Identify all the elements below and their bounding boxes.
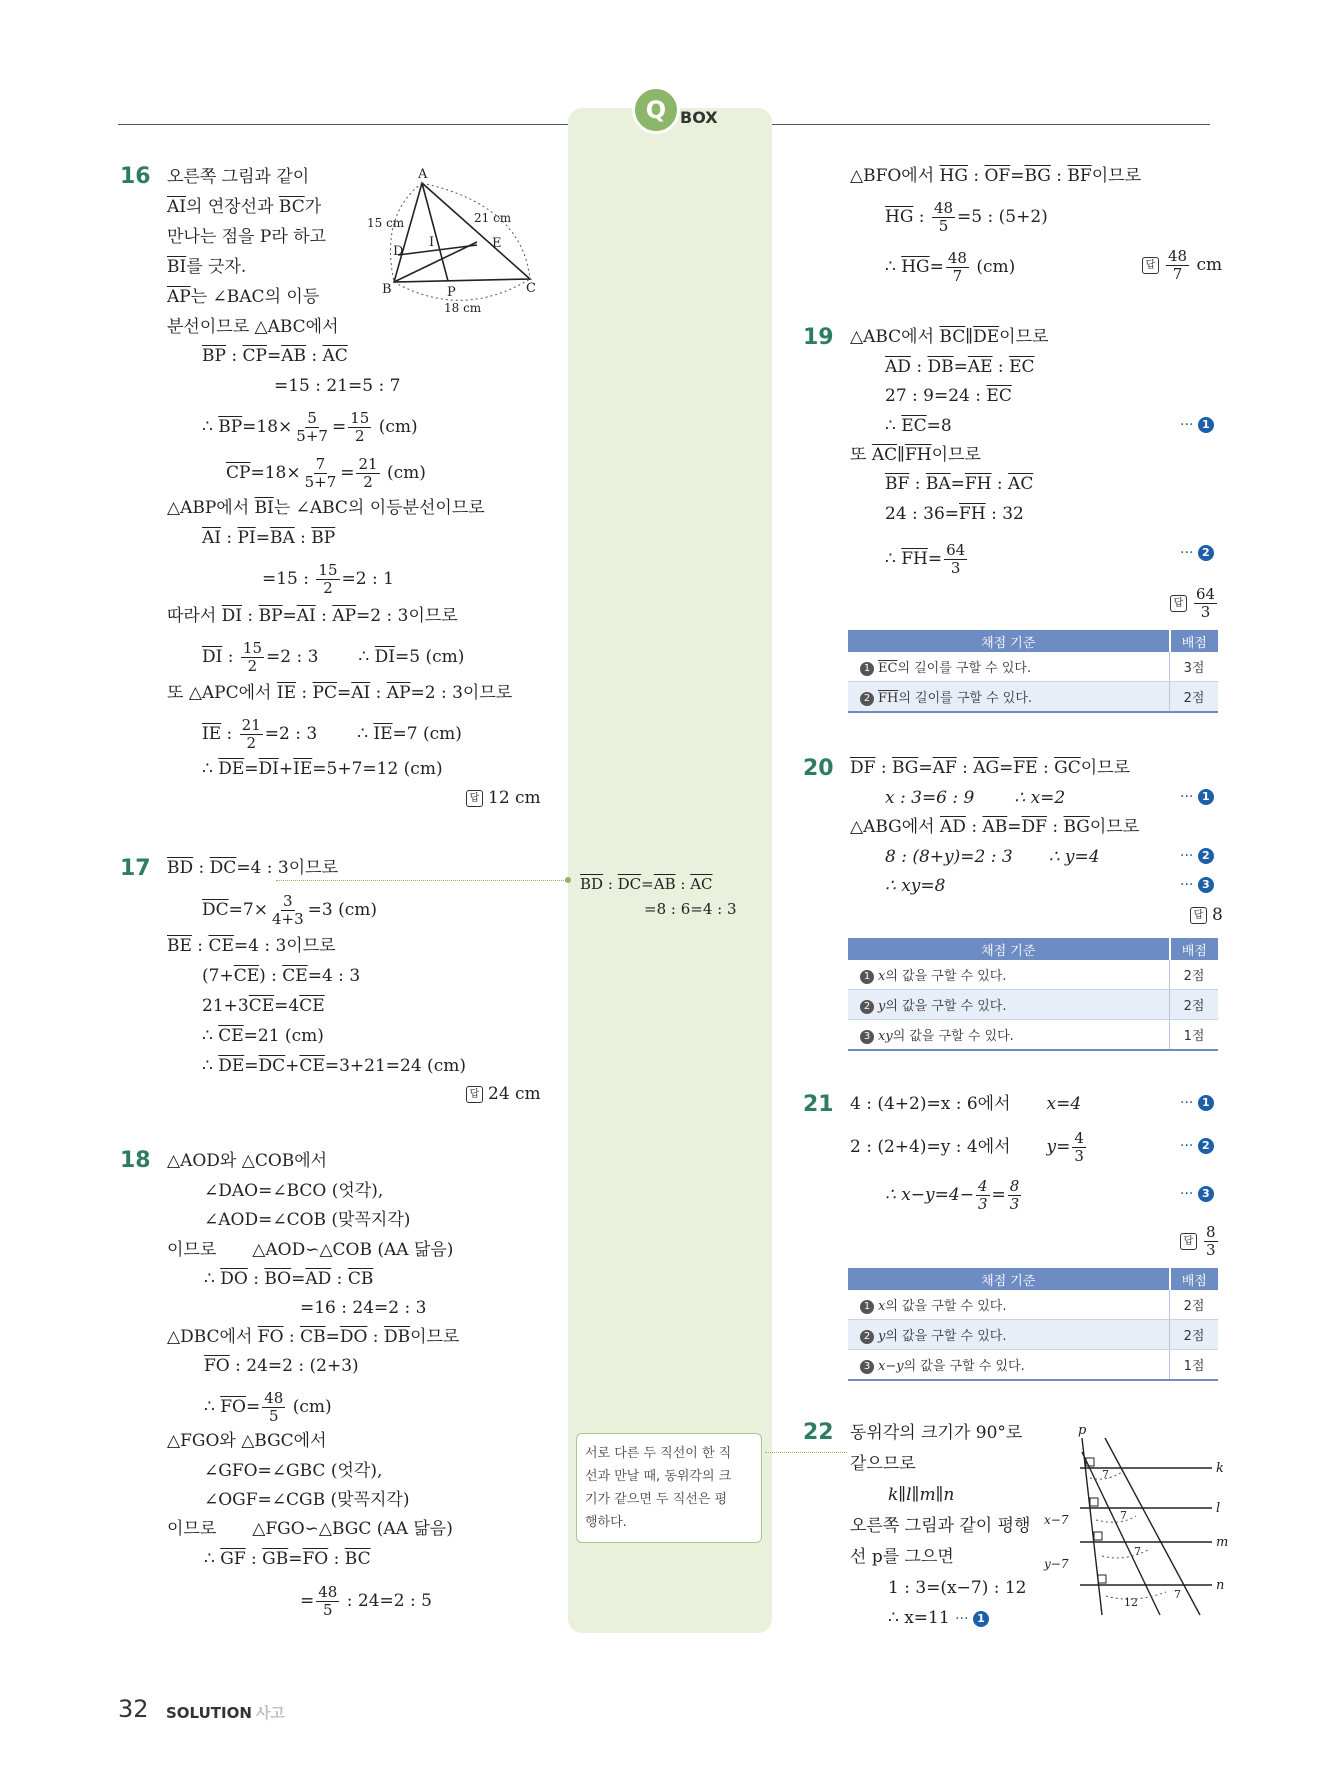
qbox-label: BOX <box>680 108 718 127</box>
triangle-figure <box>362 165 542 315</box>
text-line: $\overline{DI}$ : $\frac{15}{2}$ =2 : 3 ∴ $\overline{DI}=5$ (cm) <box>202 639 465 675</box>
table-row: 1 x의 값을 구할 수 있다. 2점 <box>848 960 1218 990</box>
text-line: $\overline{AD}$ : $\overline{DB}=\overline{AE}$ : $\overline{EC}$ <box>885 357 1035 377</box>
table-row: 1 $\overline{EC}$의 길이를 구할 수 있다. 3점 <box>848 652 1218 682</box>
vertex-label: P <box>447 285 456 300</box>
text-line: ∴ $\overline{HG}=$ $\frac{48}{7}$ (cm) <box>885 249 1016 285</box>
answer: 답 24 cm <box>466 1084 541 1104</box>
text-line: ∴ $\overline{FO}=$ $\frac{48}{5}$ (cm) <box>204 1389 332 1425</box>
qbox-column <box>568 108 772 1633</box>
answer-icon: 답 <box>1190 907 1207 924</box>
text-line: $\overline{BF}$ : $\overline{BA}=\overline{FH}$ : $\overline{AC}$ <box>885 474 1034 494</box>
vertex-label: E <box>492 236 502 251</box>
qbox-badge: Q <box>632 86 680 134</box>
table-header: 채점 기준 <box>848 1268 1170 1290</box>
answer-icon: 답 <box>1170 595 1187 612</box>
text-line: 따라서 $\overline{DI}$ : $\overline{BP}=\overline{AI}$ : $\overline{AP}=2$ : 3이므로 <box>167 606 458 626</box>
table-header: 배점 <box>1170 1268 1219 1290</box>
vertex-label: D <box>393 244 404 259</box>
text-line: 2 : (2+4)=y : 4에서 y= $\frac{4}{3}$ <box>850 1129 1084 1165</box>
step-marker: ··· 3 <box>1180 877 1214 893</box>
vertex-label: C <box>526 281 536 296</box>
problem-number: 21 <box>803 1092 834 1117</box>
segment-label: 7 <box>1174 1588 1181 1601</box>
segment-label: y−7 <box>1044 1557 1069 1571</box>
text-line: 같으므로 <box>850 1454 916 1474</box>
text-line: ∴ $\overline{BP}=18\times$ $\frac{5}{5+7}$ = $\frac{15}{2}$ (cm) <box>202 409 418 445</box>
step-marker: ··· 2 <box>1180 1138 1214 1154</box>
connector-line <box>765 1452 847 1453</box>
text-line: $\overline{AI}$ : $\overline{PI}=\overline{BA}$ : $\overline{BP}$ <box>202 528 336 548</box>
text-line: 24 : $36=\overline{FH}$ : 32 <box>885 504 1024 524</box>
table-header: 배점 <box>1170 938 1219 960</box>
problem-number: 16 <box>120 164 151 189</box>
step-marker: ··· 2 <box>1180 545 1214 561</box>
text-line: 이므로 △FGO∽△BGC (AA 닮음) <box>167 1519 453 1539</box>
step-marker: ··· 3 <box>1180 1186 1214 1202</box>
table-row: 2 y의 값을 구할 수 있다. 2점 <box>848 990 1218 1020</box>
text-line: $\overline{BP}$ : $\overline{CP}=\overline{AB}$ : $\overline{AC}$ <box>202 346 348 366</box>
text-line: △AOD와 △COB에서 <box>167 1151 328 1171</box>
text-line: k∥l∥m∥n <box>888 1485 955 1505</box>
text-line: △DBC에서 $\overline{FO}$ : $\overline{CB}=\overline{DO}$ : $\overline{DB}$이므로 <box>167 1327 460 1347</box>
line-label: k <box>1216 1461 1224 1476</box>
text-line: ∠DAO=∠BCO (엇각), <box>204 1181 384 1201</box>
text-line: $\overline{IE}$ : $\frac{21}{2}$ =2 : 3 ∴ $\overline{IE}=7$ (cm) <box>202 716 462 752</box>
text-line: 오른쪽 그림과 같이 평행 <box>850 1516 1031 1536</box>
note-line: 행하다. <box>585 1515 627 1530</box>
text-line: 분선이므로 △ABC에서 <box>167 317 339 337</box>
note-line: 선과 만날 때, 동위각의 크 <box>585 1469 732 1484</box>
text-line: △FGO와 △BGC에서 <box>167 1431 327 1451</box>
problem-number: 20 <box>803 756 834 781</box>
qbox-note: $\overline{BD}$ : $\overline{DC}=\overline{AB}$ : $\overline{AC}$ <box>580 875 713 893</box>
step-marker: ··· 2 <box>1180 848 1214 864</box>
scoring-table <box>848 1268 1218 1381</box>
text-line: $(7+\overline{CE})$ : $\overline{CE}=4$ : 3 <box>202 966 361 986</box>
answer: 답 $\frac{48}{7}$ cm <box>1142 248 1222 283</box>
text-line: $\overline{CP}=18\times$ $\frac{7}{5+7}$ = $\frac{21}{2}$ (cm) <box>226 455 426 491</box>
answer-icon: 답 <box>466 790 483 807</box>
text-line: ∴ x=11 ··· 1 <box>888 1607 989 1630</box>
line-label: l <box>1216 1501 1221 1516</box>
connector-dot <box>565 877 571 883</box>
text-line: $\overline{AP}$는 ∠BAC의 이등 <box>167 287 320 307</box>
text-line: ∠GFO=∠GBC (엇각), <box>204 1461 383 1481</box>
parallel-lines-figure <box>1040 1420 1230 1630</box>
answer-icon: 답 <box>466 1086 483 1103</box>
text-line: =16 : 24=2 : 3 <box>300 1298 427 1318</box>
text-line: $\overline{BI}$를 긋자. <box>167 257 247 277</box>
text-line: $\overline{BE}$ : $\overline{CE}=4$ : 3이므로 <box>167 936 336 956</box>
text-line: 1 : 3=(x−7) : 12 <box>888 1578 1027 1598</box>
text-line: △ABG에서 $\overline{AD}$ : $\overline{AB}=\overline{DF}$ : $\overline{BG}$이므로 <box>850 817 1140 837</box>
step-marker: ··· 1 <box>1180 789 1214 805</box>
text-line: $\overline{DC}=7\times$ $\frac{3}{4+3}$ =3 (cm) <box>202 892 377 928</box>
text-line: ∴ $\overline{CE}=21$ (cm) <box>202 1026 324 1046</box>
text-line: ∴ x−y=4− $\frac{4}{3}$ = $\frac{8}{3}$ <box>885 1177 1020 1213</box>
vertex-label: I <box>429 235 435 250</box>
step-marker: ··· 1 <box>1180 1095 1214 1111</box>
text-line: 만나는 점을 P라 하고 <box>167 227 327 247</box>
connector-line <box>276 880 566 881</box>
table-row: 2 $\overline{FH}$의 길이를 구할 수 있다. 2점 <box>848 682 1218 713</box>
text-line: =15 : 21=5 : 7 <box>274 376 401 396</box>
segment-label: 12 <box>1124 1596 1138 1609</box>
scoring-table <box>848 938 1218 1051</box>
text-line: 동위각의 크기가 90°로 <box>850 1423 1023 1443</box>
vertex-label: A <box>418 167 428 182</box>
problem-number: 17 <box>120 856 151 881</box>
length-label: 21 cm <box>474 211 512 225</box>
text-line: ∴ $\overline{GF}$ : $\overline{GB}=\overline{FO}$ : $\overline{BC}$ <box>204 1549 371 1569</box>
text-line: ∴ $\overline{FH}=$ $\frac{64}{3}$ <box>885 541 966 577</box>
segment-label: 7 <box>1120 1509 1127 1522</box>
table-row: 1 x의 값을 구할 수 있다. 2점 <box>848 1290 1218 1320</box>
segment-label: 7 <box>1102 1468 1109 1481</box>
text-line: ∠OGF=∠CGB (맞꼭지각) <box>204 1490 410 1510</box>
text-line: = $\frac{48}{5}$ : 24=2 : 5 <box>300 1583 432 1619</box>
table-header: 배점 <box>1170 630 1219 652</box>
text-line: 이므로 △AOD∽△COB (AA 닮음) <box>167 1240 454 1260</box>
text-line: 27 : 9=24 : $\overline{EC}$ <box>885 386 1012 406</box>
scoring-table <box>848 630 1218 713</box>
segment-label: x−7 <box>1044 1513 1069 1527</box>
text-line: 오른쪽 그림과 같이 <box>167 167 310 187</box>
length-label: 18 cm <box>444 301 482 315</box>
text-line: =15 : $\frac{15}{2}$ =2 : 1 <box>262 561 394 597</box>
table-row: 3 xy의 값을 구할 수 있다. 1점 <box>848 1020 1218 1051</box>
text-line: △ABP에서 $\overline{BI}$는 ∠ABC의 이등분선이므로 <box>167 498 485 518</box>
text-line: $\overline{AI}$의 연장선과 $\overline{BC}$가 <box>167 197 322 217</box>
problem-number: 18 <box>120 1148 151 1173</box>
qbox-note-box <box>576 1433 762 1543</box>
table-header: 채점 기준 <box>848 938 1170 960</box>
text-line: $\overline{BD}$ : $\overline{DC}=4$ : 3이므로 <box>167 858 338 878</box>
text-line: 선 p를 그으면 <box>850 1547 954 1567</box>
text-line: ∴ xy=8 <box>885 876 946 896</box>
text-line: ∴ $\overline{DE}=\overline{DC}+\overline{CE}=3+21=24$ (cm) <box>202 1056 466 1076</box>
vertex-label: B <box>382 282 392 297</box>
text-line: $\overline{HG}$ : $\frac{48}{5}$ =5 : (5+2) <box>885 199 1048 235</box>
length-label: 15 cm <box>367 216 405 230</box>
text-line: △ABC에서 $\overline{BC}\parallel\overline{DE}$이므로 <box>850 327 1049 347</box>
text-line: $\overline{FO}$ : 24=2 : (2+3) <box>204 1356 359 1376</box>
step-marker: ··· 1 <box>1180 417 1214 433</box>
segment-label: 7 <box>1134 1545 1141 1558</box>
footer-brand: SOLUTION 사고 <box>166 1704 285 1722</box>
table-row: 2 y의 값을 구할 수 있다. 2점 <box>848 1320 1218 1350</box>
answer: 답 $\frac{64}{3}$ <box>1170 586 1219 621</box>
text-line: △BFO에서 $\overline{HG}$ : $\overline{OF}=\overline{BG}$ : $\overline{BF}$이므로 <box>850 166 1141 186</box>
note-line: 기가 같으면 두 직선은 평 <box>585 1492 728 1507</box>
text-line: ∴ $\overline{DO}$ : $\overline{BO}=\overline{AD}$ : $\overline{CB}$ <box>204 1269 374 1289</box>
text-line: 4 : (4+2)=x : 6에서 x=4 <box>850 1094 1082 1114</box>
text-line: $\overline{DF}$ : $\overline{BG}=\overline{AF}$ : $\overline{AG}=\overline{FE}$ : $\overline{GC}$이므로 <box>850 758 1130 778</box>
answer-icon: 답 <box>1142 257 1159 274</box>
text-line: 8 : (8+y)=2 : 3 ∴ y=4 <box>885 847 1100 867</box>
line-label: p <box>1078 1423 1087 1438</box>
text-line: ∴ $\overline{DE}=\overline{DI}+\overline{IE}=5+7=12$ (cm) <box>202 759 443 779</box>
answer: 답 8 <box>1190 905 1223 925</box>
text-line: $21+3\overline{CE}=4\overline{CE}$ <box>202 996 325 1016</box>
line-label: n <box>1216 1578 1225 1593</box>
qbox-note: =8 : 6=4 : 3 <box>644 900 737 918</box>
answer-icon: 답 <box>1180 1233 1197 1250</box>
answer: 답 $\frac{8}{3}$ <box>1180 1224 1220 1259</box>
table-header: 채점 기준 <box>848 630 1170 652</box>
text-line: 또 △APC에서 $\overline{IE}$ : $\overline{PC}=\overline{AI}$ : $\overline{AP}=2$ : 3이므로 <box>167 683 513 703</box>
text-line: x : 3=6 : 9 ∴ x=2 <box>885 788 1066 808</box>
text-line: ∴ $\overline{EC}=8$ <box>885 416 952 436</box>
text-line: ∠AOD=∠COB (맞꼭지각) <box>204 1210 411 1230</box>
line-label: m <box>1216 1535 1229 1550</box>
problem-number: 19 <box>803 325 834 350</box>
answer: 답 12 cm <box>466 788 541 808</box>
problem-number: 22 <box>803 1420 834 1445</box>
page-number: 32 <box>118 1695 149 1723</box>
text-line: 또 $\overline{AC}\parallel\overline{FH}$이므로 <box>850 445 981 465</box>
table-row: 3 x−y의 값을 구할 수 있다. 1점 <box>848 1350 1218 1381</box>
note-line: 서로 다른 두 직선이 한 직 <box>585 1446 732 1461</box>
